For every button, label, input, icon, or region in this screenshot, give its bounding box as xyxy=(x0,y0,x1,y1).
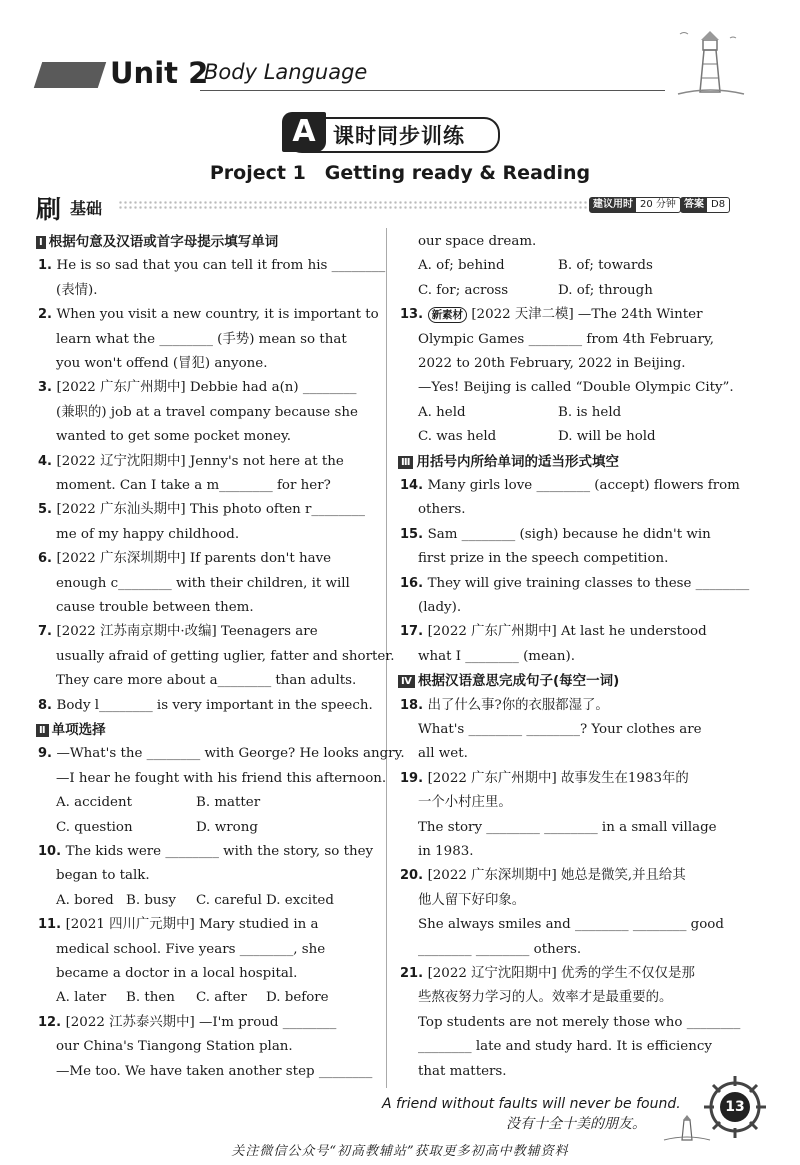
option-row xyxy=(418,425,656,449)
question-number: 3. xyxy=(38,380,57,396)
option: B. busy xyxy=(126,892,176,908)
question-continuation: 2022 to 20th February, 2022 in Beijing. xyxy=(418,356,686,371)
banner-title: 课时同步训练 xyxy=(333,124,465,148)
question-line xyxy=(38,450,344,474)
section-label: 基础 xyxy=(70,199,103,218)
question-continuation: began to talk. xyxy=(56,868,150,884)
unit-subtitle: Body Language xyxy=(204,60,368,84)
option: C. for; across xyxy=(418,282,509,298)
footer-quote-english: A friend without faults will never be found. xyxy=(382,1096,681,1112)
question-continuation: What's ________ ________? Your clothes are xyxy=(418,722,702,737)
question-text: When you visit a new country, it is important to xyxy=(56,307,379,323)
section-roman-numeral: Ⅳ xyxy=(398,675,415,688)
question-line xyxy=(400,694,609,718)
question-line xyxy=(38,303,379,327)
bottom-note: 关注微信公众号“初高教辅站”获取更多初高中教辅资料 xyxy=(231,1144,569,1159)
option-row xyxy=(418,401,621,425)
section-heading xyxy=(36,718,106,742)
question-text: —What's the ________ with George? He looks angry. xyxy=(56,746,405,762)
question-line xyxy=(400,620,707,644)
question-continuation: others. xyxy=(418,502,466,518)
question-text: [2021 四川广元期中] Mary studied in a xyxy=(65,917,319,933)
option: D. excited xyxy=(266,892,334,908)
question-number: 11. xyxy=(38,917,66,933)
section-roman-numeral: Ⅱ xyxy=(36,724,49,737)
question-text: [2022 江苏南京期中·改编] Teenagers are xyxy=(56,624,318,640)
question-continuation: Olympic Games ________ from 4th February, xyxy=(418,331,715,347)
question-continuation: (表情). xyxy=(56,282,98,298)
question-number: 16. xyxy=(400,575,428,591)
question-text: He is so sad that you can tell it from his ________ xyxy=(56,258,386,274)
answer-page: D8 xyxy=(711,199,726,210)
question-line xyxy=(38,498,365,522)
option-row xyxy=(418,254,653,278)
page-number: 13 xyxy=(720,1092,750,1122)
answer-key: 答案 xyxy=(681,198,707,212)
question-number: 14. xyxy=(400,478,428,493)
suggested-time-tag xyxy=(589,197,681,213)
question-continuation: (lady). xyxy=(418,600,462,615)
banner-badge: A xyxy=(282,112,326,152)
question-number: 18. xyxy=(400,697,428,713)
question-text: Body l________ is very important in the speech. xyxy=(56,697,373,713)
header-rule xyxy=(200,90,665,91)
question-number: 10. xyxy=(38,844,66,859)
question-continuation: what I ________ (mean). xyxy=(418,648,576,664)
question-number: 20. xyxy=(400,868,428,884)
question-continuation: —Me too. We have taken another step ________ xyxy=(56,1063,373,1079)
question-continuation: usually afraid of getting uglier, fatter and shorter. xyxy=(56,648,395,664)
option-row xyxy=(56,816,258,840)
question-number: 17. xyxy=(400,624,428,640)
section-heading-text: 用括号内所给单词的适当形式填空 xyxy=(416,453,619,470)
question-continuation: 他人留下好印象。 xyxy=(418,892,526,908)
question-continuation: all wet. xyxy=(418,746,468,762)
question-text: [2022 广东汕头期中] This photo often r________ xyxy=(56,502,365,518)
option: D. before xyxy=(266,990,329,1006)
question-text: 出了什么事?你的衣服都湿了。 xyxy=(427,697,609,713)
question-line xyxy=(38,254,385,278)
question-text: The kids were ________ with the story, so they xyxy=(65,844,374,859)
question-continuation: She always smiles and ________ ________ good xyxy=(418,917,724,933)
question-number: 21. xyxy=(400,966,428,981)
header-bar-decoration xyxy=(34,62,106,88)
question-line xyxy=(38,376,356,400)
option: A. accident xyxy=(56,795,132,811)
question-number: 1. xyxy=(38,258,57,274)
question-number: 6. xyxy=(38,551,57,567)
question-line xyxy=(400,767,689,791)
question-text: They will give training classes to these ________ xyxy=(427,575,750,591)
question-continuation: learn what the ________ (手势) mean so that xyxy=(56,331,347,347)
question-line xyxy=(400,523,711,547)
footer-quote-chinese: 没有十全十美的朋友。 xyxy=(506,1116,646,1132)
question-continuation: you won't offend (冒犯) anyone. xyxy=(56,356,268,371)
question-continuation: cause trouble between them. xyxy=(56,600,254,615)
question-text: [2022 广东广州期中] At last he understood xyxy=(427,624,707,640)
section-heading-text: 根据汉语意思完成句子(每空一词) xyxy=(418,673,620,690)
question-continuation: that matters. xyxy=(418,1063,507,1079)
question-continuation: moment. Can I take a m________ for her? xyxy=(56,478,331,493)
question-continuation: first prize in the speech competition. xyxy=(418,551,669,567)
question-line xyxy=(38,1011,336,1035)
option: D. wrong xyxy=(196,819,258,835)
option: A. later xyxy=(56,990,107,1006)
question-continuation: ________ ________ others. xyxy=(418,941,582,957)
question-continuation: wanted to get some pocket money. xyxy=(56,429,292,445)
question-number: 4. xyxy=(38,453,57,469)
question-number: 13. xyxy=(400,307,428,323)
unit-title: Unit 2 xyxy=(110,56,209,90)
time-value: 20 分钟 xyxy=(640,199,676,210)
option: A. of; behind xyxy=(418,258,505,274)
option-row xyxy=(418,279,653,303)
question-text: [2022 广东深圳期中] 她总是微笑,并且给其 xyxy=(427,868,686,884)
question-line xyxy=(38,620,318,644)
option: B. matter xyxy=(196,795,261,811)
question-continuation: medical school. Five years ________, she xyxy=(56,941,326,957)
option: B. then xyxy=(126,990,175,1006)
question-number: 5. xyxy=(38,502,57,518)
question-line xyxy=(400,864,686,888)
question-text: [2022 广东深圳期中] If parents don't have xyxy=(56,551,332,567)
new-material-badge: 新素材 xyxy=(428,307,468,323)
section-roman-numeral: Ⅰ xyxy=(36,236,46,249)
time-key: 建议用时 xyxy=(590,198,636,212)
question-text: [2022 江苏泰兴期中] —I'm proud ________ xyxy=(65,1014,337,1030)
question-text: Sam ________ (sigh) because he didn't win xyxy=(427,526,711,542)
project-title: Project 1 Getting ready & Reading xyxy=(209,162,591,184)
dotted-divider xyxy=(118,200,588,210)
question-continuation: —I hear he fought with his friend this afternoon. xyxy=(56,770,387,786)
question-continuation: our China's Tiangong Station plan. xyxy=(56,1039,293,1055)
answer-tag xyxy=(680,197,730,213)
section-heading xyxy=(398,450,619,474)
question-number: 19. xyxy=(400,770,428,786)
question-line xyxy=(38,742,405,766)
question-continuation: 些熬夜努力学习的人。效率才是最重要的。 xyxy=(418,990,673,1006)
question-text: [2022 广东广州期中] Debbie had a(n) ________ xyxy=(56,380,357,396)
question-text: Many girls love ________ (accept) flowers from xyxy=(427,478,740,493)
question-continuation: (兼职的) job at a travel company because she xyxy=(56,404,358,420)
question-number: 7. xyxy=(38,624,57,640)
option: B. is held xyxy=(558,404,622,420)
question-number: 2. xyxy=(38,307,57,323)
question-continuation: enough c________ with their children, it will xyxy=(56,575,350,591)
option: D. will be hold xyxy=(558,429,656,445)
option-row xyxy=(56,791,260,815)
question-continuation: They care more about a________ than adults. xyxy=(56,673,357,689)
question-line xyxy=(38,694,373,718)
question-line xyxy=(400,572,749,596)
question-line xyxy=(400,962,695,986)
section-heading xyxy=(36,230,278,254)
question-line xyxy=(38,913,319,937)
option: C. careful xyxy=(196,892,262,908)
question-text: [2022 辽宁沈阳期中] 优秀的学生不仅仅是那 xyxy=(427,966,695,981)
question-number: 12. xyxy=(38,1014,66,1030)
option-row xyxy=(56,986,329,1010)
question-line xyxy=(400,474,740,498)
question-number: 15. xyxy=(400,526,428,542)
question-number: 8. xyxy=(38,697,57,713)
question-text: [2022 辽宁沈阳期中] Jenny's not here at the xyxy=(56,453,344,469)
option: D. of; through xyxy=(558,282,653,298)
section-heading-text: 单项选择 xyxy=(51,722,106,738)
question-continuation: Top students are not merely those who ________ xyxy=(418,1014,741,1030)
option: C. question xyxy=(56,819,133,835)
option-row xyxy=(56,889,334,913)
lighthouse-icon xyxy=(670,22,750,102)
option: B. of; towards xyxy=(558,258,653,274)
question-continuation: became a doctor in a local hospital. xyxy=(56,966,298,981)
option: A. bored xyxy=(56,892,114,908)
section-heading xyxy=(398,669,619,693)
question-continuation: me of my happy childhood. xyxy=(56,526,240,542)
section-brush-char: 刷 xyxy=(36,195,62,224)
question-number: 9. xyxy=(38,746,57,762)
question-continuation: ________ late and study hard. It is efficiency xyxy=(418,1039,712,1055)
section-roman-numeral: Ⅲ xyxy=(398,456,413,469)
question-continuation: —Yes! Beijing is called “Double Olympic City”. xyxy=(418,380,734,396)
question-text: [2022 天津二模] —The 24th Winter xyxy=(471,307,703,323)
option: A. held xyxy=(418,404,466,420)
section-heading-text: 根据句意及汉语或首字母提示填写单词 xyxy=(48,234,279,250)
question-line xyxy=(400,303,703,327)
question-continuation: 一个小村庄里。 xyxy=(418,795,512,811)
question-line xyxy=(38,547,331,571)
option: C. after xyxy=(196,990,247,1006)
question-line xyxy=(38,840,373,864)
question-continuation: our space dream. xyxy=(418,234,537,249)
option: C. was held xyxy=(418,429,497,445)
question-continuation: in 1983. xyxy=(418,844,474,859)
question-text: [2022 广东广州期中] 故事发生在1983年的 xyxy=(427,770,689,786)
question-continuation: The story ________ ________ in a small village xyxy=(418,819,717,835)
